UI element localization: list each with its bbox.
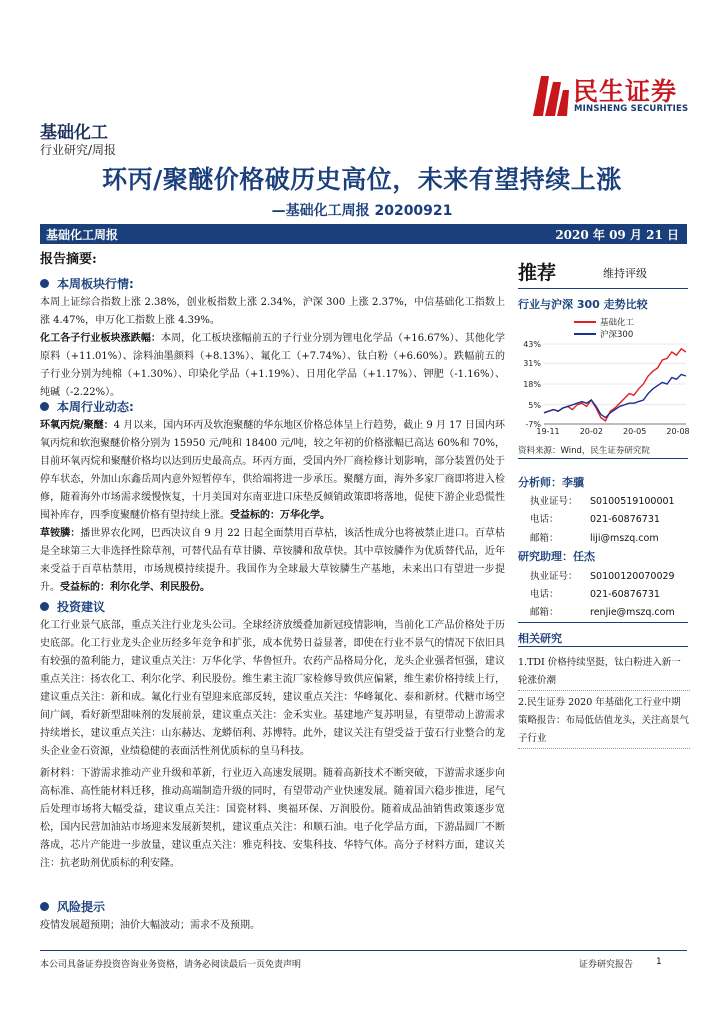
section-market-heading: 本周板块行情: [40, 275, 134, 292]
divider [518, 458, 688, 459]
y-tick-label: 18% [523, 380, 541, 389]
series-line-hs300 [544, 374, 686, 417]
x-tick-label: 20-08 [666, 427, 690, 436]
x-tick-label: 20-02 [579, 427, 603, 436]
analyst-row: 电话： 021-60876731 [530, 514, 660, 525]
bar-report-name: 基础化工周报 [46, 228, 119, 242]
bullet-icon [40, 279, 49, 288]
invest-para-chem: 化工行业景气底部，重点关注行业龙头公司。全球经济放缓叠加新冠疫情影响，当前化工产品价格处于历史底部。化工行业龙头企业历经多年竞争和扩张，成本优势日益显著，即使在行业不景气的情况下依旧具有较强的盈利能力，建议重点关注：万华化学、华鲁恒升。农药产品格局分化，龙头企业强者恒强，建议重点关注：扬农化工、利尔化学、利民股份。维生素主流厂家检修导致供应偏紧，维生素价格持续上行，建议重点关注：新和成。氟化行业有望迎来底部反转，建议重点关注：华峰氟化、泰和新材。代糖市场空间广阔，看好新型甜味剂的发展前景，建议重点关注：金禾实业。基建地产复苏明显，有望带动上游需求持续增长，建议重点关注：山东赫达、龙蟒佰利、苏博特。此外，建议关注有望受益于萤石行业整合的龙头企业金石资源，业绩稳健的表面活性剂优质标的皇马科技。 [40, 620, 505, 757]
report-header-bar [40, 224, 687, 244]
chart-source: 资料来源：Wind，民生证券研究院 [518, 446, 650, 456]
section-risk-body [40, 917, 505, 935]
bar-report-date: 2020 年 09 月 21 日 [555, 228, 679, 242]
footer-doc-type: 证券研究报告 [579, 960, 634, 970]
news-para-glufosinate: 草铵膦：播世界农化网，巴西决议自 9 月 22 日起全面禁用百草枯，该活性成分也将被禁止进口。百草枯是全球第三大非选择性除草剂，可替代品有草甘膦、草铵膦和敌草快。其中草铵膦作为优质替代品，近年来受益于百草枯禁用，市场规模持续提升。我国作为全球最大草铵膦生产基地，未来出口有望进一步提升。受益标的：利尔化学、利民股份。 [40, 528, 505, 593]
x-tick-label: 19-11 [536, 427, 560, 436]
rating-label: 推荐 [518, 262, 557, 284]
assistant-row: 电话： 021-60876731 [530, 589, 660, 600]
section-invest-heading: 投资建议 [40, 598, 105, 615]
section-risk-heading: 风险提示 [40, 898, 105, 915]
risk-para: 疫情发展超预期；油价大幅波动；需求不及预期。 [40, 920, 260, 931]
related-item[interactable]: 1.TDI 价格持续坚挺，钛白粉进入新一轮涨价潮 [518, 657, 681, 686]
y-tick-label: 31% [523, 359, 541, 369]
related-divider [518, 690, 690, 691]
footer-divider [40, 950, 687, 951]
divider [518, 622, 688, 623]
related-heading: 相关研究 [518, 632, 562, 645]
logo-name-cn: 民生证券 [573, 77, 678, 106]
page-number: 1 [656, 957, 662, 967]
footer-disclaimer: 本公司具备证券投资咨询业务资格，请务必阅读最后一页免责声明 [40, 960, 302, 970]
market-para: 本周上证综合指数上涨 2.38%，创业板指数上涨 2.34%，沪深 300 上涨 2.37%，中信基础化工指数上涨 4.47%，申万化工指数上涨 4.39%。 [40, 297, 505, 326]
assistant-row: 执业证号： S0100120070029 [530, 571, 675, 582]
analyst-heading: 分析师：李骥 [518, 476, 584, 489]
company-logo [531, 70, 691, 122]
report-subtitle: —基础化工周报 20200921 [271, 203, 453, 219]
trend-chart [514, 314, 690, 442]
assistant-email-link: renjie@mszq.com [590, 607, 675, 618]
assistant-row[interactable]: 邮箱： renjie@mszq.com [530, 607, 675, 618]
legend-label: 基础化工 [600, 318, 635, 328]
related-item[interactable]: 2.民生证券 2020 年基础化工行业中期策略报告：布局低估值龙头，关注高景气子行业 [518, 697, 690, 744]
bullet-icon [40, 902, 49, 911]
y-tick-label: 5% [528, 400, 541, 410]
section-market-body [40, 294, 505, 402]
news-para-po: 环氧丙烷/聚醚：4 月以来，国内环丙及软泡聚醚的华东地区价格总体呈上行趋势，截止 9 月 17 日国内环氧丙烷和软泡聚醚价格分别为 15950 元/吨和 18400 元/吨，较之年初的价格涨幅已高达 60%和 70%，目前环氧丙烷和聚醚价格均以达到历史最高点。环丙方面，受国内外厂商检修计划影响，部分装置仍处于停车状态，外加山东鑫岳周内意外短暂停车，供给端将进一步承压。聚醚方面，海外多家厂商即将进入检修，随着海外市场需求缓慢恢复，十月美国对东南亚进口床垫反倾销政策即将落地，促使下游企业恐慌性囤补库存，四季度聚醚价格有望持续上涨。受益标的：万华化学。 [40, 420, 505, 521]
industry-name: 基础化工 [40, 123, 108, 143]
analyst-email-link: liji@mszq.com [590, 533, 659, 544]
summary-heading: 报告摘要: [40, 252, 97, 267]
divider [518, 646, 688, 647]
subindustry-para: 化工各子行业板块涨跌幅：本周，化工板块涨幅前五的子行业分别为锂电化学品（+16.67%）、其他化学原料（+11.01%）、涂料油墨颜料（+8.13%）、氟化工（+7.74%）、钛白粉（+6.60%）。跌幅前五的子行业分别为纯棉（+1.30%）、印染化学品（+1.19%）、日用化学品（+1.17%）、钾肥（-1.16%）、纯碱（-2.22%）。 [40, 333, 505, 398]
divider [518, 288, 688, 289]
report-category: 行业研究/周报 [40, 143, 117, 157]
logo-name-en: MINSHENG SECURITIES [574, 104, 689, 114]
section-news-body [40, 417, 505, 597]
related-divider [518, 748, 690, 749]
bullet-icon [40, 602, 49, 611]
legend-label: 沪深300 [600, 330, 634, 340]
x-tick-label: 20-05 [623, 427, 647, 436]
section-invest-body [40, 617, 505, 873]
rating-sub: 维持评级 [603, 267, 647, 280]
section-news-heading: 本周行业动态: [40, 398, 134, 415]
report-title: 环丙/聚醚价格破历史高位，未来有望持续上涨 [102, 165, 622, 194]
invest-para-materials: 新材料：下游需求推动产业升级和革新，行业迈入高速发展期。随着高新技术不断突破，下游需求逐步向高标准、高性能材料迁移，推动高端制造升级的同时，有望带动产业快速发展。随着国六稳步推进，尾气后处理市场将大幅受益，建议重点关注：国瓷材料、奥福环保、万润股份。随着成品油销售政策逐步宽松，国内民营加油站市场迎来发展新契机，建议重点关注：和顺石油。电子化学品方面，下游晶圆厂不断落成，芯片产能进一步放量，建议重点关注：雅克科技、安集科技、华特气体。高分子材料方面，建议关注：抗老助剂优质标的利安隆。 [40, 768, 505, 869]
analyst-row[interactable]: 邮箱： liji@mszq.com [530, 533, 659, 544]
logo-mark-icon [531, 72, 569, 118]
analyst-row: 执业证号： S0100519100001 [530, 496, 675, 507]
y-tick-label: 43% [523, 340, 541, 349]
y-tick-label: -7% [525, 420, 541, 429]
bullet-icon [40, 402, 49, 411]
chart-title: 行业与沪深 300 走势比较 [518, 298, 648, 311]
assistant-heading: 研究助理：任杰 [518, 550, 595, 563]
